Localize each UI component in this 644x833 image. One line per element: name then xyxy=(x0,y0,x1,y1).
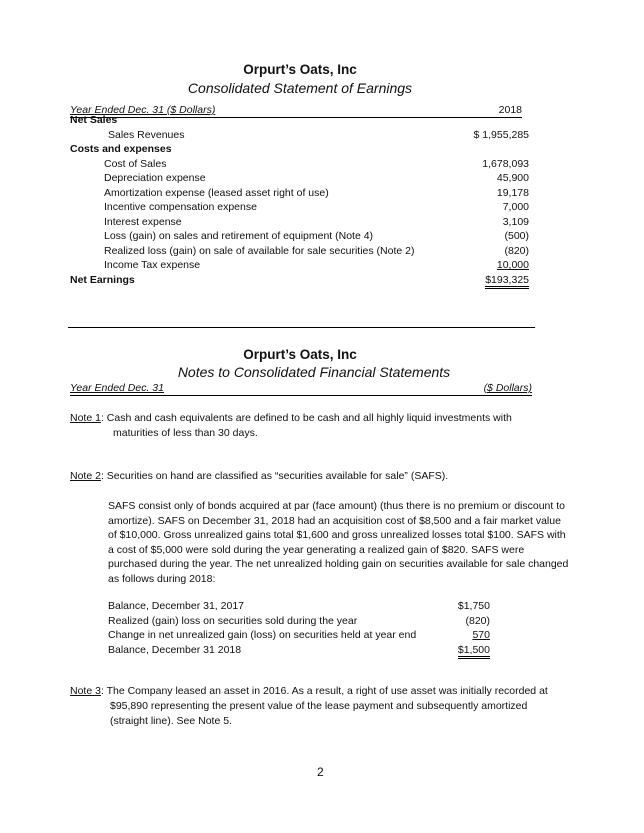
row-label: Realized (gain) loss on securities sold during the year xyxy=(108,614,358,627)
note-text: : Cash and cash equivalents are defined to be cash and all highly liquid investments with xyxy=(100,412,512,424)
row-label: Net Earnings xyxy=(70,273,135,286)
row-value: (820) xyxy=(465,614,490,627)
note-text: $95,890 representing the present value of the lease payment and subsequently amortized xyxy=(110,700,528,712)
row-interest xyxy=(70,215,530,230)
note-label: Note 1 xyxy=(70,412,101,424)
safs-row xyxy=(108,643,490,658)
row-label: Balance, December 31 2018 xyxy=(108,643,242,656)
row-sales-revenues xyxy=(70,128,530,143)
period-label: Year Ended Dec. 31 ($ Dollars) xyxy=(70,104,216,116)
row-label: Incentive compensation expense xyxy=(104,201,257,213)
note-text: (straight line). See Note 5. xyxy=(110,715,232,727)
note-label: Note 2 xyxy=(70,470,101,482)
row-label: Balance, December 31, 2017 xyxy=(108,600,245,612)
safs-row xyxy=(108,628,490,643)
row-value: 3,109 xyxy=(502,215,529,228)
row-label: Change in net unrealized gain (loss) on securities held at year end xyxy=(108,629,417,641)
section-divider xyxy=(68,327,535,328)
statement-company: Orpurt’s Oats, Inc xyxy=(243,62,357,77)
row-realized-loss xyxy=(70,244,530,259)
row-loss-equipment xyxy=(70,229,530,244)
note-2 xyxy=(70,469,540,484)
row-depreciation xyxy=(70,171,530,186)
notes-title: Notes to Consolidated Financial Statements xyxy=(177,364,451,380)
safs-row xyxy=(108,599,490,614)
row-income-tax xyxy=(70,258,530,273)
notes-company: Orpurt’s Oats, Inc xyxy=(243,347,357,362)
row-value: 19,178 xyxy=(496,186,529,199)
row-label: Sales Revenues xyxy=(108,128,185,141)
row-value: $1,500 xyxy=(458,644,490,659)
row-value: 10,000 xyxy=(496,259,529,271)
row-value: 570 xyxy=(472,629,490,641)
row-label: Realized loss (gain) on sale of available for sale securities (Note 2) xyxy=(104,244,415,257)
units-label: ($ Dollars) xyxy=(483,382,532,394)
note-text: : Securities on hand are classified as “securities available for sale” (SAFS). xyxy=(100,470,449,482)
row-costs-header xyxy=(70,142,530,157)
row-label: Cost of Sales xyxy=(104,157,167,170)
row-value: $ 1,955,285 xyxy=(473,128,529,141)
row-label: Amortization expense (leased asset right of use) xyxy=(104,186,329,199)
row-label: Costs and expenses xyxy=(70,143,172,155)
row-value: 1,678,093 xyxy=(482,157,529,170)
row-value: (500) xyxy=(504,230,529,242)
row-label: Interest expense xyxy=(104,215,182,228)
row-value: (820) xyxy=(504,244,529,257)
page-number: 2 xyxy=(317,765,324,779)
row-label: Depreciation expense xyxy=(104,172,206,184)
note-2-paragraph: SAFS consist only of bonds acquired at par (face amount) (thus there is no premium or discount to amortize). SAFS on December 31, 2018 had an acquisition cost of $8,500 and a fair market value of $10,000. Gross unrealized gains total $1,600 and gross unrealized losses total $100. SAFS with a cost of $5,000 were sold during the year generating a realized gain of $820. SAFS were purchased during the year. The net unrealized holding gain on securities available for sale changed as follows during 2018: xyxy=(108,500,569,585)
note-label: Note 3 xyxy=(70,685,101,697)
row-value: 7,000 xyxy=(502,201,529,213)
row-value: $1,750 xyxy=(457,600,490,612)
row-amortization xyxy=(70,186,530,201)
row-value: 45,900 xyxy=(496,172,529,184)
row-cost-of-sales xyxy=(70,157,530,172)
year-label: 2018 xyxy=(498,104,522,116)
row-label: Loss (gain) on sales and retirement of equipment (Note 4) xyxy=(104,230,374,242)
note-1 xyxy=(70,411,540,441)
notes-period-label: Year Ended Dec. 31 xyxy=(70,382,164,394)
row-label: Income Tax expense xyxy=(104,259,201,271)
note-text: : The Company leased an asset in 2016. As a result, a right of use asset was initially recorded at xyxy=(100,685,548,697)
row-label: Net Sales xyxy=(70,114,118,126)
row-net-earnings xyxy=(70,273,530,288)
row-value: $193,325 xyxy=(485,274,529,289)
safs-row xyxy=(108,614,490,629)
row-incentive xyxy=(70,200,530,215)
notes-header xyxy=(70,382,532,396)
note-text: maturities of less than 30 days. xyxy=(113,427,258,439)
row-net-sales xyxy=(70,113,530,128)
note-3 xyxy=(70,684,560,729)
statement-title: Consolidated Statement of Earnings xyxy=(187,80,413,96)
